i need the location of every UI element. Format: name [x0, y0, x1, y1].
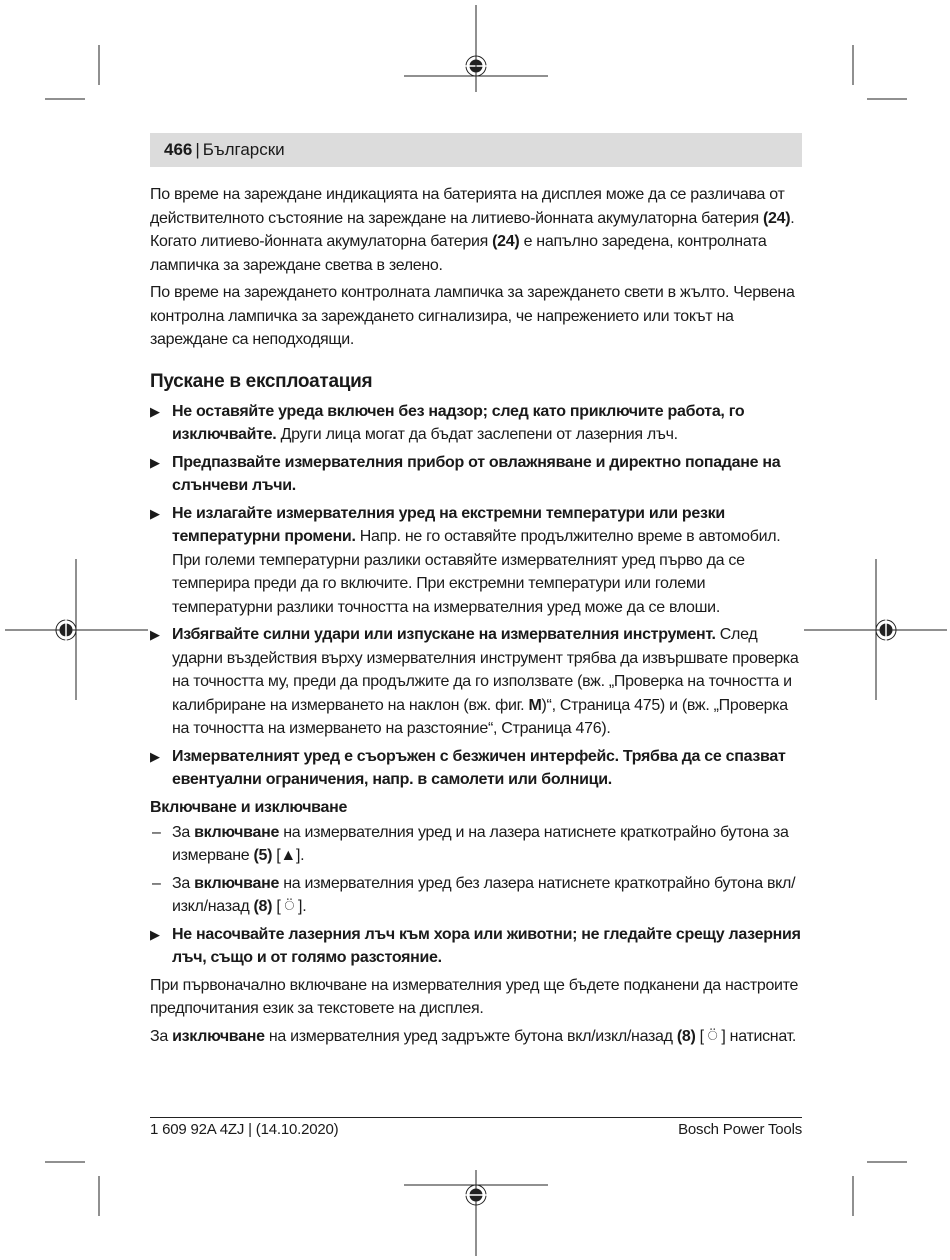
warning-item: ▶ Измервателният уред е съоръжен с безжичен интерфейс. Трябва да се спазват евентуални ограничения, напр. в самолети или болници. — [150, 745, 802, 792]
warning-item: ▶ Предпазвайте измервателния прибор от овлажняване и директно попадане на слънчеви лъчи. — [150, 451, 802, 498]
warning-item: ▶ Избягвайте силни удари или изпускане на измервателния инструмент. След ударни въздействия върху измервателния инструмент трябва да извършвате проверка на точността му, преди да продължите да го използвате (вж. „Проверка на точността и калибриране на измерването на наклон (вж. фиг. M)“, Страница 475) и (вж. „Проверка на точността на измерването на разстояние“, Страница 476). — [150, 623, 802, 741]
dash-bullet: – — [152, 823, 161, 841]
intro-paragraph-1: По време на зареждане индикацията на батерията на дисплея може да се различава от действителното състояние на зареждане на литиево-йонната акумулаторна батерия (24). Когато литиево-йонната акумулаторна батерия (24) е напълно заредена, контролната лампичка за зареждане светва в зелено. — [150, 186, 795, 274]
list-item: – За включване на измервателния уред и на лазера натиснете краткотрайно бутона за измерване (5) [▲]. — [150, 821, 802, 868]
warning-triangle-icon: ▶ — [150, 403, 160, 419]
warning-item: ▶ Не излагайте измервателния уред на екстремни температури или резки температурни промени. Напр. не го оставяйте продължително време в автомобил. При големи температурни разлики оставяйте измервателният уред първо да се темперира преди да го включите. При екстремни температури или големи температурни разлики точността на измервателния уред може да се влоши. — [150, 502, 802, 620]
footer-brand: Bosch Power Tools — [678, 1121, 802, 1138]
page-content — [150, 183, 802, 1052]
list-item: – За включване на измервателния уред без лазера натиснете краткотрайно бутона вкл/изкл/назад (8) [ ⍥ ]. — [150, 872, 802, 919]
warning-triangle-icon: ▶ — [150, 505, 160, 521]
intro-paragraph-2: По време на зареждането контролната лампичка за зареждането свети в жълто. Червена контролна лампичка за зареждането сигнализира, че напрежението или токът на зареждане са неподходящи. — [150, 284, 795, 348]
page-footer — [150, 1117, 802, 1138]
header-language: Български — [202, 140, 285, 159]
page-header — [150, 133, 802, 167]
language-paragraph: При първоначално включване на измервателния уред ще бъдете подканени да настроите предпочитания език за текстовете на дисплея. — [150, 976, 799, 1017]
warning-item: ▶ Не насочвайте лазерния лъч към хора или животни; не гледайте срещу лазерния лъч, също и от голямо разстояние. — [150, 923, 802, 970]
switch-off-paragraph: За изключване на измервателния уред задръжте бутона вкл/изкл/назад (8) [ ⍥ ] натиснат. — [150, 1027, 796, 1045]
header-separator: | — [195, 140, 200, 159]
footer-doc-id: 1 609 92A 4ZJ | (14.10.2020) — [150, 1121, 339, 1138]
dash-bullet: – — [152, 874, 161, 892]
warning-triangle-icon: ▶ — [150, 454, 160, 470]
section-title: Пускане в експлоатация — [150, 370, 373, 392]
warning-triangle-icon: ▶ — [150, 627, 160, 642]
warning-triangle-icon: ▶ — [150, 926, 160, 942]
warning-item: ▶ Не оставяйте уреда включен без надзор; след като приключите работа, го изключвайте. Други лица могат да бъдат заслепени от лазерния лъч. — [150, 400, 802, 447]
warning-triangle-icon: ▶ — [150, 748, 160, 764]
page-number: 466 — [164, 140, 193, 159]
subsection-title: Включване и изключване — [150, 798, 348, 816]
